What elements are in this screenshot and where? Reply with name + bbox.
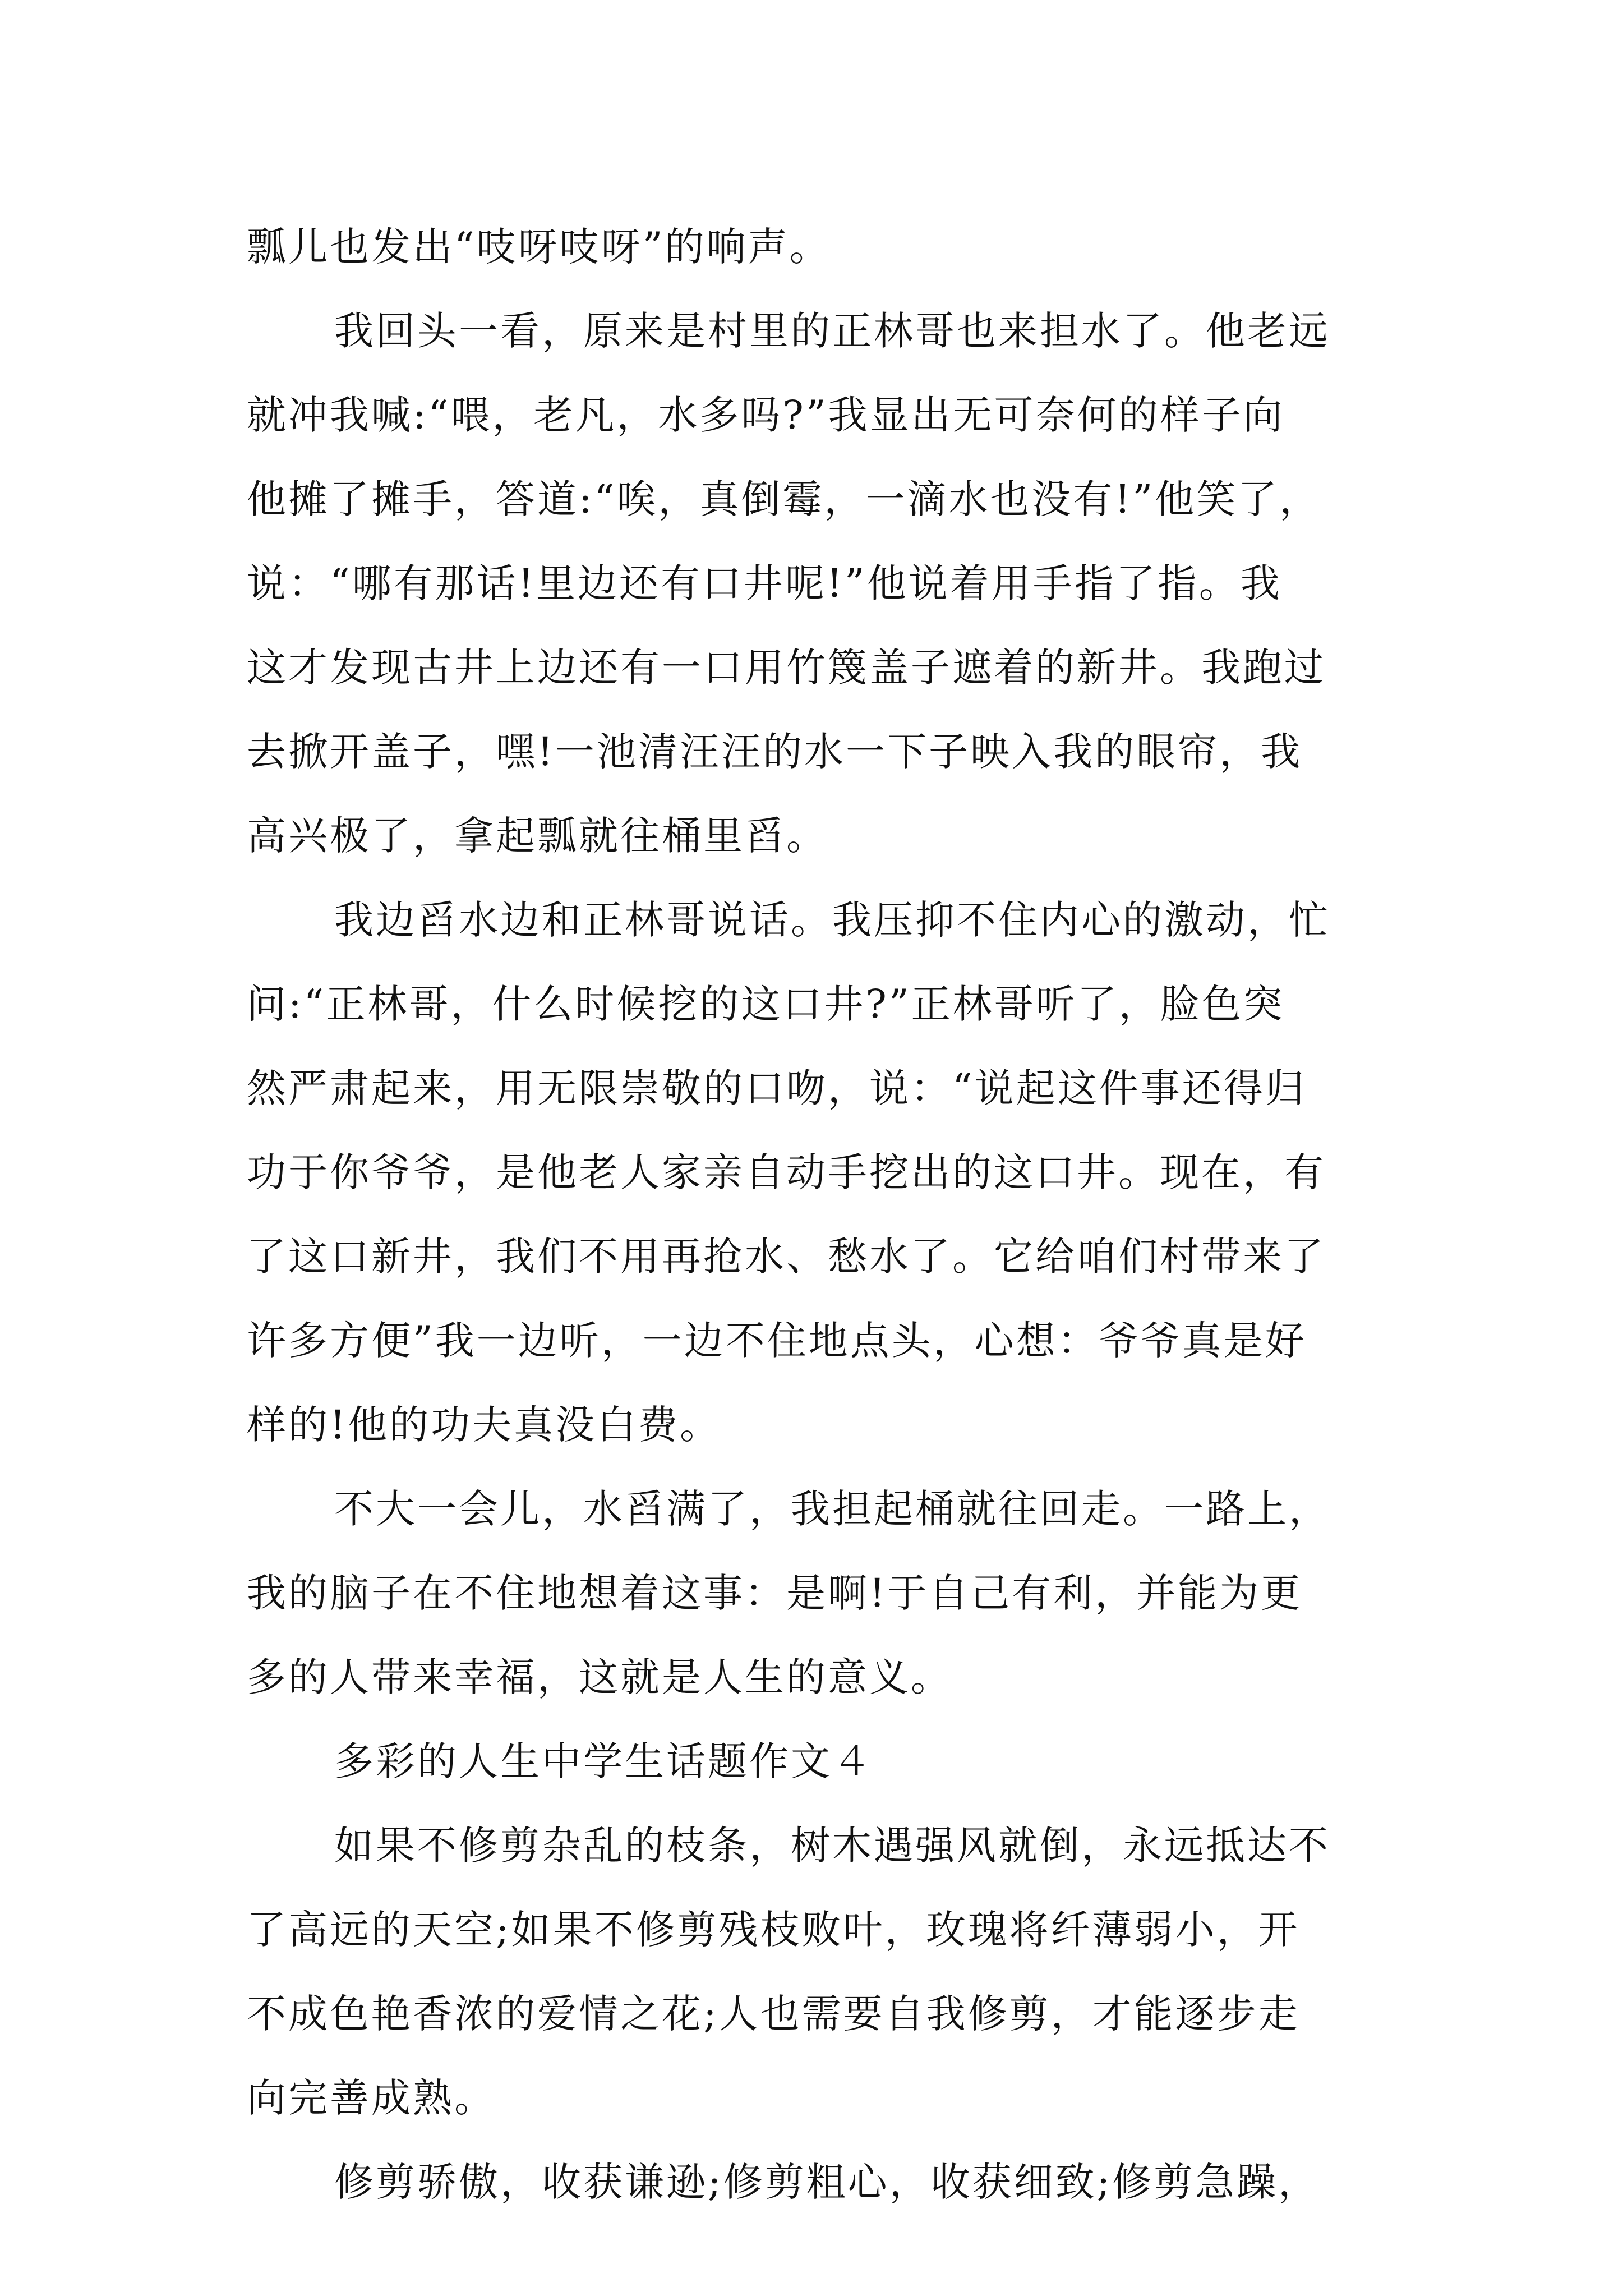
document-page	[247, 205, 1402, 2224]
text-line: 这才发现古井上边还有一口用竹篾盖子遮着的新井。我跑过	[247, 645, 1326, 691]
text-line: 功于你爷爷，是他老人家亲自动手挖出的这口井。现在，有	[247, 1149, 1326, 1195]
text-line: 然严肃起来，用无限崇敬的口吻，说：“说起这件事还得归	[247, 1065, 1307, 1111]
text-line: 不大一会儿，水舀满了，我担起桶就往回走。一路上，	[334, 1486, 1330, 1532]
text-line: 瓢儿也发出“吱呀吱呀”的响声。	[247, 224, 831, 270]
text-line: 修剪骄傲，收获谦逊;修剪粗心，收获细致;修剪急躁，	[334, 2159, 1320, 2205]
text-line: 我回头一看，原来是村里的正林哥也来担水了。他老远	[334, 308, 1330, 354]
text-line: 我边舀水边和正林哥说话。我压抑不住内心的激动，忙	[334, 897, 1330, 943]
text-line: 向完善成熟。	[247, 2075, 496, 2121]
text-line: 了高远的天空;如果不修剪残枝败叶，玫瑰将纤薄弱小，开	[247, 1907, 1300, 1953]
text-line: 就冲我喊:“喂，老凡，水多吗?”我显出无可奈何的样子向	[247, 392, 1285, 438]
section-heading: 多彩的人生中学生话题作文４	[334, 1738, 874, 1784]
text-line: 说：“哪有那话!里边还有口井呢!”他说着用手指了指。我	[247, 560, 1282, 606]
text-line: 去掀开盖子，嘿!一池清汪汪的水一下子映入我的眼帘，我	[247, 729, 1303, 775]
text-line: 了这口新井，我们不用再抢水、愁水了。它给咱们村带来了	[247, 1234, 1326, 1280]
text-line: 我的脑子在不住地想着这事：是啊!于自己有利，并能为更	[247, 1570, 1303, 1616]
text-line: 样的!他的功夫真没白费。	[247, 1402, 722, 1448]
text-line: 他摊了摊手，答道:“唉，真倒霉，一滴水也没有!”他笑了，	[247, 476, 1321, 522]
text-line: 不成色艳香浓的爱情之花;人也需要自我修剪，才能逐步走	[247, 1991, 1300, 2037]
text-line: 许多方便”我一边听，一边不住地点头，心想：爷爷真是好	[247, 1318, 1307, 1364]
text-line: 问:“正林哥，什么时候挖的这口井?”正林哥听了，脸色突	[247, 981, 1285, 1027]
text-line: 如果不修剪杂乱的枝条，树木遇强风就倒，永远抵达不	[334, 1823, 1330, 1869]
text-line: 多的人带来幸福，这就是人生的意义。	[247, 1654, 952, 1700]
text-line: 高兴极了，拿起瓢就往桶里舀。	[247, 813, 828, 859]
